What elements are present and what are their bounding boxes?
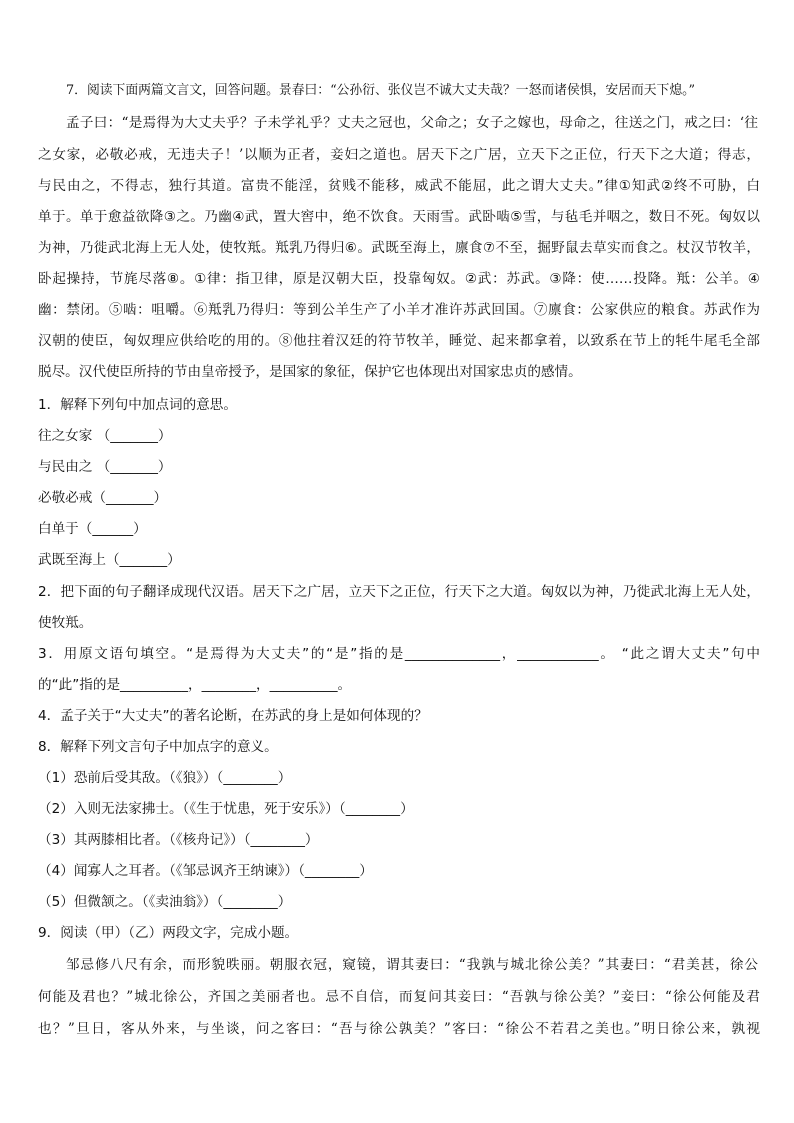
q8-item-2: （2）入则无法家拂士。（《生于忧患，死于安乐》）（________） (38, 801, 414, 817)
q7-line-1: 7．阅读下面两篇文言文，回答问题。景春曰：“公孙衍、张仪岂不诚大丈夫哉？一怒而诸侯惧，安居而天下熄。” (66, 83, 696, 98)
q8-item-3: （3）其两膝相比者。（《核舟记》）（________） (38, 832, 319, 848)
q7-line-8: 幽：禁闭。⑤啮：咀嚼。⑥羝乳乃得归：等到公羊生产了小羊才准许苏武回国。⑦廪食：公家供应的粮食。苏武作为 (38, 302, 760, 318)
q7-line-3: 之女家，必敬必戒，无违夫子！’以顺为正者，妾妇之道也。居天下之广居，立天下之正位，行天下之大道；得志， (38, 147, 760, 163)
q2-line-2: 使牧羝。 (38, 615, 93, 631)
q8-item-1: （1）恐前后受其敌。（《狼》）（________） (38, 770, 292, 786)
q2-line-1: 2．把下面的句子翻译成现代汉语。居天下之广居，立天下之正位，行天下之大道。匈奴以为神，乃徙武北海上无人处， (38, 584, 760, 600)
q3-line-2: 的“此”指的是__________，________，__________。 (38, 677, 352, 693)
q9-line-3: 也？”旦日，客从外来，与坐谈，问之客曰：“吾与徐公孰美？”客曰：“徐公不若君之美也。”明日徐公来，孰视 (38, 1021, 760, 1037)
q7-line-6: 为神，乃徙武北海上无人处，使牧羝。羝乳乃得归⑥。武既至海上，廪食⑦不至，掘野鼠去草实而食之。杖汉节牧羊， (38, 240, 760, 256)
q9-title: 9．阅读（甲）（乙）两段文字，完成小题。 (38, 925, 299, 941)
q1-item-1: 往之女家 （_______） (38, 428, 172, 444)
q3-line-1: 3．用原文语句填空。“是焉得为大丈夫”的“是”指的是______________，____________。 “此之谓大丈夫”句中 (38, 646, 760, 662)
q9-line-1: 邹忌修八尺有余，而形貌昳丽。朝服衣冠，窥镜，谓其妻曰：“我孰与城北徐公美？”其妻曰：“君美甚，徐公 (66, 957, 758, 973)
q1-item-5: 武既至海上（_______） (38, 552, 181, 568)
q9-line-2: 何能及君也？”城北徐公，齐国之美丽者也。忌不自信，而复问其妾曰：“吾孰与徐公美？”妾曰：“徐公何能及君 (38, 989, 760, 1005)
q7-line-7: 卧起操持，节旄尽落⑧。①律：指卫律，原是汉朝大臣，投靠匈奴。②武：苏武。③降：使……投降。羝：公羊。④ (38, 271, 760, 287)
q4-text: 4．孟子关于“大丈夫”的著名论断，在苏武的身上是如何体现的？ (38, 708, 428, 724)
q1-title: 1．解释下列句中加点词的意思。 (38, 397, 237, 413)
q8-item-4: （4）闻寡人之耳者。（《邹忌讽齐王纳谏》）（________） (38, 863, 373, 879)
q7-line-5: 单于。单于愈益欲降③之。乃幽④武，置大窖中，绝不饮食。天雨雪。武卧啮⑤雪，与毡毛并咽之，数日不死。匈奴以 (38, 209, 760, 225)
q7-line-4: 与民由之，不得志，独行其道。富贵不能淫，贫贱不能移，威武不能屈，此之谓大丈夫。”律①知武②终不可胁，白 (38, 178, 760, 194)
q7-line-9: 汉朝的使臣，匈奴理应供给吃的用的。⑧他拄着汉廷的符节牧羊，睡觉、起来都拿着，以致系在节上的牦牛尾毛全部 (38, 333, 760, 349)
q8-title: 8．解释下列文言句子中加点字的意义。 (38, 739, 278, 755)
q7-line-2: 孟子曰：“是焉得为大丈夫乎？子未学礼乎？丈夫之冠也，父命之；女子之嫁也，母命之，往送之门，戒之曰：‘往 (66, 115, 758, 131)
q8-item-5: （5）但微颔之。（《卖油翁》）（________） (38, 894, 292, 910)
q1-item-3: 必敬必戒（_______） (38, 490, 168, 506)
q1-item-4: 白单于（______） (38, 521, 147, 537)
q1-item-2: 与民由之 （_______） (38, 459, 172, 475)
q7-line-10: 脱尽。汉代使臣所持的节由皇帝授予，是国家的象征，保护它也体现出对国家忠贞的感情。 (38, 364, 582, 380)
